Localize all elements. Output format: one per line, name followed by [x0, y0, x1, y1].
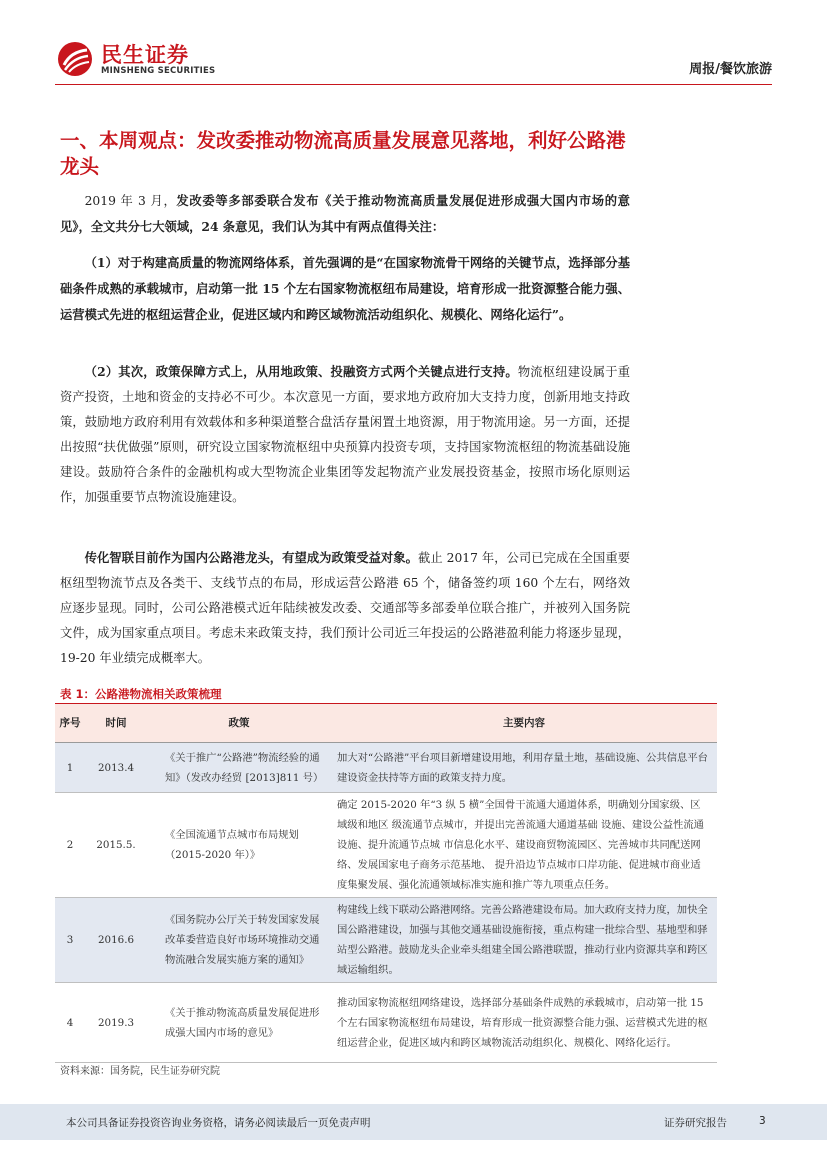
paragraph-2 — [60, 250, 630, 328]
table-row — [55, 743, 717, 793]
page-number: 3 — [759, 1115, 766, 1127]
table-source: 资料来源：国务院，民生证券研究院 — [60, 1066, 220, 1077]
section-title: 一、本周观点：发改委推动物流高质量发展意见落地，利好公路港龙头 — [60, 129, 626, 178]
cell-no: 1 — [55, 743, 85, 793]
footer-disclaimer: 本公司具备证券投资咨询业务资格，请务必阅读最后一页免责声明 — [66, 1117, 371, 1129]
cell-policy: 《国务院办公厅关于转发国家发展改革委营造良好市场环境推动交通物流融合发展实施方案的通知》 — [147, 898, 331, 983]
table-row — [55, 898, 717, 983]
paragraph-3-text: 物流枢纽建设属于重资产投资，土地和资金的支持必不可少。本次意见一方面，要求地方政府加大支持力度，创新用地支持政策，鼓励地方政府利用有效载体和多种渠道整合盘活存量闲置土地资源，用于物流用途。另一方面，还提出按照“扶优做强”原则，研究设立国家物流枢纽中央预算内投资专项，支持国家物流枢纽的物流基础设施建设。鼓励符合条件的金融机构或大型物流企业集团等发起物流产业发展投资基金，按照市场化原则运作，加强重要节点物流设施建设。 — [60, 365, 630, 504]
cell-no: 3 — [55, 898, 85, 983]
page-footer — [0, 1104, 827, 1140]
minsheng-logo-icon — [57, 41, 93, 77]
table-header-row — [55, 704, 717, 743]
cell-content: 确定 2015-2020 年“3 纵 5 横”全国骨干流通大通道体系，明确划分国家级、区域级和地区 级流通节点城市，并提出完善流通大通道基础 设施、建设公益性流通设施、提升流通节点城 市信息化水平、建设商贸物流园区、完善城市共同配送网络、发展国家电子商务示范基地、 提升沿边节点城市口岸功能、促进城市商业适 度集聚发展、强化流通领域标准实施和推广等九项重点任务。 — [331, 793, 717, 898]
paragraph-3 — [60, 359, 630, 510]
cell-no: 2 — [55, 793, 85, 898]
cell-no: 4 — [55, 983, 85, 1063]
paragraph-3-bold: （2）其次，政策保障方式上，从用地政策、投融资方式两个关键点进行支持。 — [84, 364, 518, 379]
report-category: 周报/餐饮旅游 — [689, 62, 772, 77]
header-time: 时间 — [85, 704, 147, 743]
logo-text-cn: 民生证券 — [101, 43, 189, 67]
footer-report-label: 证券研究报告 — [664, 1117, 727, 1129]
paragraph-1-bold: 发改委等多部委联合发布《关于推动物流高质量发展促进形成强大国内市场的意见》，全文共分七大领域，24 条意见，我们认为其中有两点值得关注： — [60, 193, 630, 234]
paragraph-4 — [60, 545, 630, 671]
header-divider — [55, 84, 772, 85]
table-caption: 表 1：公路港物流相关政策梳理 — [60, 687, 222, 701]
paragraph-4-bold: 传化智联目前作为国内公路港龙头，有望成为政策受益对象。 — [84, 550, 418, 565]
cell-policy: 《关于推广“公路港”物流经验的通知》（发改办经贸 [2013]811 号） — [147, 743, 331, 793]
cell-time: 2013.4 — [85, 743, 147, 793]
header-no: 序号 — [55, 704, 85, 743]
cell-time: 2015.5. — [85, 793, 147, 898]
cell-time: 2016.6 — [85, 898, 147, 983]
cell-policy: 《全国流通节点城市布局规划（2015-2020 年）》 — [147, 793, 331, 898]
header-policy: 政策 — [147, 704, 331, 743]
table-row — [55, 983, 717, 1063]
page-header — [55, 38, 772, 82]
cell-content: 构建线上线下联动公路港网络。完善公路港建设布局。加大政府支持力度，加快全国公路港建设，加强与其他交通基础设施衔接，重点构建一批综合型、基地型和驿站型公路港。鼓励龙头企业牵头组建全国公路港联盟，推动行业内资源共享和跨区域运输组织。 — [331, 898, 717, 983]
cell-time: 2019.3 — [85, 983, 147, 1063]
table-row — [55, 793, 717, 898]
header-content: 主要内容 — [331, 704, 717, 743]
paragraph-1-lead: 2019 年 3 月， — [84, 194, 177, 208]
company-logo — [55, 38, 295, 82]
cell-policy: 《关于推动物流高质量发展促进形成强大国内市场的意见》 — [147, 983, 331, 1063]
cell-content: 推动国家物流枢纽网络建设，选择部分基础条件成熟的承载城市，启动第一批 15 个左右国家物流枢纽布局建设，培育形成一批资源整合能力强、运营模式先进的枢纽运营企业，促进区域内和跨区域物流活动组织化、规模化、网络化运行。 — [331, 983, 717, 1063]
logo-text-en: MINSHENG SECURITIES — [101, 66, 216, 76]
paragraph-1 — [60, 188, 630, 240]
paragraph-4-text: 截止 2017 年，公司已完成在全国重要枢纽型物流节点及各类干、支线节点的布局，形成运营公路港 65 个，储备签约项 160 个左右，网络效应逐步显现。同时，公司公路港模式近年陆续被发改委、交通部等多部委单位联合推广，并被列入国务院文件，成为国家重点项目。考虑未来政策支持，我们预计公司近三年投运的公路港盈利能力将逐步显现，19-20 年业绩完成概率大。 — [60, 551, 630, 665]
policy-table — [55, 704, 717, 1063]
paragraph-2-bold: （1）对于构建高质量的物流网络体系，首先强调的是“在国家物流骨干网络的关键节点，选择部分基础条件成熟的承载城市，启动第一批 15 个左右国家物流枢纽布局建设，培育形成一批资源整合能力强、运营模式先进的枢纽运营企业，促进区域内和跨区域物流活动组织化、规模化、网络化运行”。 — [60, 255, 630, 322]
cell-content: 加大对“公路港”平台项目新增建设用地，利用存量土地，基础设施、公共信息平台建设资金扶持等方面的政策支持力度。 — [331, 743, 717, 793]
